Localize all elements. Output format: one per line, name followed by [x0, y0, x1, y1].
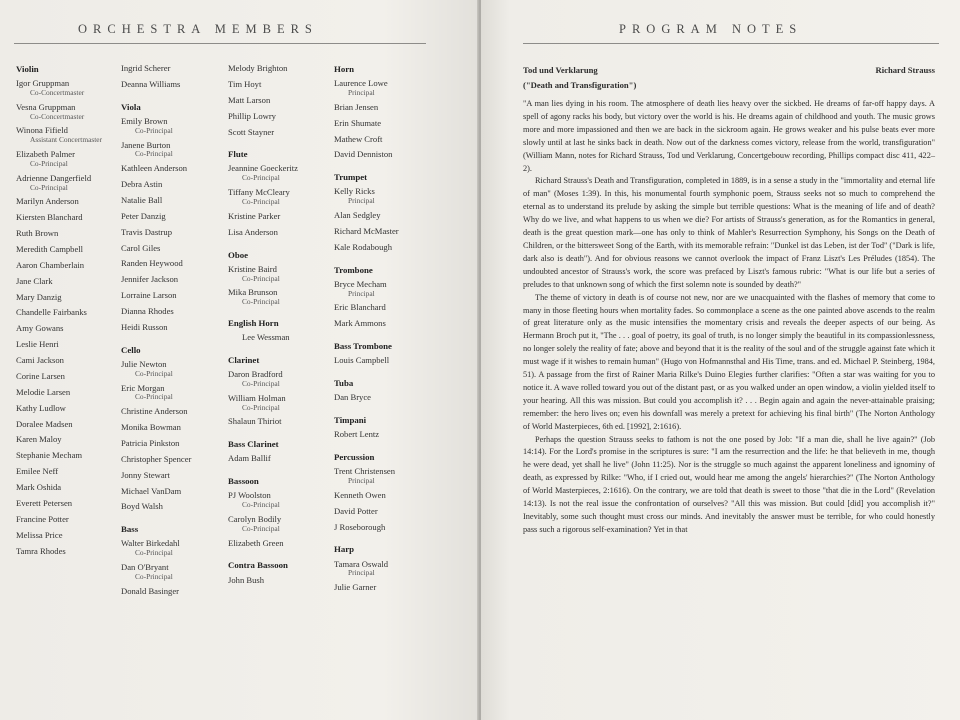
member-name: Melissa Price — [16, 529, 63, 540]
member-entry — [121, 80, 225, 90]
member-name: PJ Woolston — [228, 490, 271, 501]
member-entry — [228, 491, 330, 509]
member-name: Kristine Parker — [228, 210, 281, 221]
member-entry — [121, 117, 225, 135]
section-title: Bass Trombone — [334, 341, 392, 352]
member-name: Shalaun Thiriot — [228, 416, 282, 427]
member-entry — [121, 291, 225, 301]
member-entry — [334, 430, 434, 440]
member-name: Carolyn Bodily — [228, 513, 282, 524]
section-title: Bass Clarinet — [228, 439, 279, 450]
member-entry — [228, 265, 330, 283]
member-entry — [334, 491, 434, 501]
member-role: Principal — [348, 87, 375, 97]
member-name: Matt Larson — [228, 94, 271, 105]
member-entry — [16, 261, 116, 271]
member-entry — [16, 277, 116, 287]
member-entry — [16, 245, 116, 255]
member-entry — [228, 164, 330, 182]
member-name: Eric Blanchard — [334, 302, 386, 313]
member-name: David Potter — [334, 505, 378, 516]
member-entry — [121, 471, 225, 481]
member-role: Co-Principal — [242, 378, 280, 388]
member-name: Marilyn Anderson — [16, 196, 79, 207]
member-entry — [16, 213, 116, 223]
member-entry — [121, 384, 225, 402]
member-name: Jane Clark — [16, 275, 53, 286]
member-entry — [16, 420, 116, 430]
member-name: Karen Maloy — [16, 434, 62, 445]
member-role: Co-Principal — [135, 149, 173, 159]
member-role: Co-Principal — [30, 182, 68, 192]
section-title: Cello — [121, 344, 141, 355]
member-entry — [228, 417, 330, 427]
member-entry — [228, 128, 330, 138]
member-role: Co-Principal — [242, 197, 280, 206]
section-title: Flute — [228, 149, 248, 160]
member-name: Jeannine Goeckeritz — [228, 163, 298, 174]
member-entry — [121, 502, 225, 512]
member-entry — [121, 307, 225, 317]
member-name: Everett Petersen — [16, 497, 73, 508]
member-entry — [16, 531, 116, 541]
section-title: Percussion — [334, 452, 375, 463]
member-name: Adrienne Dangerfield — [16, 172, 92, 183]
member-name: Kathy Ludlow — [16, 402, 66, 413]
roster-column-4 — [334, 64, 434, 599]
member-entry — [334, 507, 434, 517]
member-name: Carol Giles — [121, 242, 161, 253]
notes-paragraph: "A man lies dying in his room. The atmosphere of death lies heavy over the sickbed. He dreams of far-off happy days. A spell of agony racks his body, but victory over the world is his. He dreams again of childhood and youth. The music grows more and more impassioned and then we are back in the sickroom again. He grows weaker and his pulse beats ever more slowly until at last he sinks back in death. Now out of the darkness comes victory, release from the world, transfiguration" (William Mann, notes for Richard Strauss, Tod und Verklarung, Concertgebouw recording, Phillips compact disc 411, 422–2). — [523, 99, 935, 173]
member-name: Dianna Rhodes — [121, 306, 174, 317]
member-name: Travis Dastrup — [121, 226, 173, 237]
member-entry — [228, 454, 330, 464]
member-name: Meredith Campbell — [16, 243, 84, 254]
member-name: Corine Larsen — [16, 370, 65, 381]
member-name: Donald Basinger — [121, 585, 179, 596]
notes-paragraph: Perhaps the question Strauss seeks to fathom is not the one posed by Job: "If a man die, shall he live again?" (Job 14:14). For the Lord's promise in the scriptures is sure: "I am the resurrection and the life: he that believeth in me, though he were dead, yet shall he live" (John 11:25). Nor is the struggle so much against the apparent loneliness and ignominy of death, as expressed by Rilke: "Who, if I cried out, would hear me among the angels' hierarchies?" (The Norton Anthology of World Masterpieces, 2:1616). On the contrary, we are told that death is sweet to those "that die in the Lord" (Revelation 14:13). Is not the real issue the confrontation of ourselves? "All this was mission. But could [did] you accomplish it?" Inevitably, some such thought must cross our minds. And inevitably the answer must be terrible, for who could honestly pass such a rigorous self-examination? Yet in that — [523, 434, 935, 534]
section-title: Horn — [334, 64, 355, 74]
member-entry — [121, 244, 225, 254]
member-entry — [228, 333, 330, 343]
section-title: Contra Bassoon — [228, 560, 288, 571]
member-entry — [228, 64, 330, 74]
member-name: Tim Hoyt — [228, 78, 262, 89]
member-entry — [228, 228, 330, 238]
member-entry — [334, 583, 434, 593]
member-name: Mary Danzig — [16, 291, 62, 302]
member-name: Trent Christensen — [334, 466, 396, 477]
member-name: Alan Sedgley — [334, 210, 381, 220]
member-entry — [16, 126, 116, 144]
member-entry — [334, 103, 434, 113]
member-entry — [334, 393, 434, 403]
member-entry — [228, 539, 330, 549]
member-entry — [334, 467, 434, 485]
member-role: Co-Principal — [135, 368, 173, 378]
member-entry — [121, 587, 225, 597]
member-name: Emily Brown — [121, 115, 168, 126]
member-name: Melodie Larsen — [16, 386, 71, 397]
program-notes-heading: PROGRAM NOTES — [619, 22, 803, 36]
member-entry — [121, 439, 225, 449]
member-role: Principal — [348, 288, 375, 298]
member-entry — [16, 308, 116, 318]
member-role: Co-Principal — [30, 158, 68, 168]
member-role: Principal — [348, 476, 375, 486]
member-role: Assistant Concertmaster — [30, 135, 103, 145]
member-name: Mathew Croft — [334, 133, 383, 144]
member-name: Adam Ballif — [228, 453, 271, 464]
member-role: Co-Principal — [242, 500, 280, 510]
member-name: Phillip Lowry — [228, 110, 276, 121]
member-name: Christopher Spencer — [121, 453, 192, 464]
member-name: Kathleen Anderson — [121, 163, 188, 174]
member-entry — [16, 388, 116, 398]
member-name: Elizabeth Green — [228, 537, 284, 548]
member-entry — [121, 180, 225, 190]
section-title: Oboe — [228, 249, 249, 260]
member-entry — [121, 563, 225, 581]
member-entry — [334, 135, 434, 145]
member-name: Walter Birkedahl — [121, 538, 180, 549]
section-title: Clarinet — [228, 354, 260, 365]
member-entry — [16, 229, 116, 239]
member-role: Co-Concertmaster — [30, 111, 85, 121]
member-name: Lee Wessman — [242, 332, 290, 343]
member-name: Janene Burton — [121, 139, 171, 150]
member-entry — [228, 370, 330, 388]
member-name: Igor Gruppman — [16, 78, 70, 89]
member-entry — [228, 112, 330, 122]
member-name: William Holman — [228, 392, 286, 403]
member-entry — [334, 280, 434, 298]
member-entry — [121, 64, 225, 74]
member-entry — [16, 79, 116, 97]
member-name: Scott Stayner — [228, 126, 275, 137]
member-entry — [16, 356, 116, 366]
member-entry — [16, 483, 116, 493]
member-name: J Roseborough — [334, 521, 386, 532]
member-name: Mika Brunson — [228, 287, 278, 298]
member-entry — [121, 539, 225, 557]
member-name: Louis Campbell — [334, 355, 390, 366]
composer-name: Richard Strauss — [875, 65, 935, 75]
member-entry — [16, 404, 116, 414]
member-entry — [16, 293, 116, 303]
member-entry — [228, 96, 330, 106]
member-name: John Bush — [228, 574, 265, 585]
member-name: Julie Garner — [334, 582, 377, 593]
member-name: Kristine Baird — [228, 263, 277, 274]
member-name: Aaron Chamberlain — [16, 259, 85, 270]
notes-header — [523, 64, 935, 98]
member-name: Kale Rodabough — [334, 241, 392, 252]
member-name: Jonny Stewart — [121, 469, 170, 480]
member-name: Vesna Gruppman — [16, 101, 76, 112]
member-entry — [334, 523, 434, 533]
member-name: Mark Oshida — [16, 482, 62, 493]
member-name: Boyd Walsh — [121, 501, 163, 512]
member-name: Dan O'Bryant — [121, 562, 169, 573]
member-name: Tiffany McCleary — [228, 187, 290, 198]
member-name: Daron Bradford — [228, 369, 283, 379]
member-entry — [228, 576, 330, 586]
member-name: Patricia Pinkston — [121, 437, 180, 448]
member-name: Dan Bryce — [334, 392, 371, 403]
member-name: Amy Gowans — [16, 323, 64, 334]
member-role: Co-Principal — [242, 297, 280, 307]
member-entry — [16, 324, 116, 334]
member-role: Co-Principal — [242, 523, 280, 533]
member-name: Kenneth Owen — [334, 489, 386, 500]
member-name: Doralee Madsen — [16, 418, 73, 429]
notes-paragraph: Richard Strauss's Death and Transfiguration, completed in 1889, is in a sense a study in the "immortality and eternal life of man" (Moses 1:39). In this, his monumental fourth symphonic poem, Strauss seeks not so much to comprehend the eternal as to understand its prelude by asking the simple but terrible questions: What is the meaning of life and of death? Why do we live, and what happens to us when we die? For artists of Strauss's generation, as for the Romantics in general, death is the great question mark—one has only to think of Mahler's Resurrection Symphony, his Songs on the Death of Children, or the bittersweet Song of the Earth, with its memorable refrain: "Dunkel ist das Leben, ist der Tod" ("Dark is life, dark also is death"). And for obvious reasons we cannot overlook the impact of Franz Liszt's Les Préludes (1854). The undoubted ancestor of Strauss's work, the score was prefaced by Liszt's famous rubric: "What is our life but a series of preludes to that unknown song of which the first solemn note is sounded by death?" — [523, 176, 935, 289]
member-entry — [121, 164, 225, 174]
section-title: Harp — [334, 544, 355, 555]
member-name: Julie Newton — [121, 358, 167, 369]
left-page — [0, 0, 479, 720]
member-entry — [334, 303, 434, 313]
roster-column-3 — [228, 64, 330, 591]
member-entry — [228, 515, 330, 533]
member-name: Christine Anderson — [121, 406, 188, 417]
member-name: Ruth Brown — [16, 228, 59, 239]
member-entry — [121, 360, 225, 378]
member-entry — [334, 356, 434, 366]
member-name: Bryce Mecham — [334, 278, 387, 289]
member-name: Francine Potter — [16, 513, 69, 524]
member-name: Robert Lentz — [334, 429, 380, 440]
member-name: Deanna Williams — [121, 78, 181, 89]
member-entry — [16, 547, 116, 557]
program-notes-body — [523, 64, 935, 537]
member-name: David Denniston — [334, 149, 393, 160]
member-name: Heidi Russon — [121, 321, 168, 332]
member-name: Jennifer Jackson — [121, 274, 179, 285]
member-entry — [334, 187, 434, 205]
member-entry — [16, 174, 116, 192]
member-entry — [16, 340, 116, 350]
member-entry — [121, 259, 225, 269]
member-entry — [334, 319, 434, 329]
member-entry — [121, 212, 225, 222]
section-title: Trumpet — [334, 172, 368, 183]
section-title: English Horn — [228, 317, 279, 328]
section-title: Tuba — [334, 378, 354, 389]
roster-column-1 — [16, 64, 116, 562]
member-entry — [16, 103, 116, 121]
member-role: Co-Principal — [135, 392, 173, 402]
member-entry — [16, 372, 116, 382]
member-name: Laurence Lowe — [334, 78, 388, 89]
member-entry — [121, 141, 225, 159]
notes-paragraph: The theme of victory in death is of course not new, nor are we unacquainted with the flashes of memory that come to many in those fleeting hours when mortality fades. So commonplace a scene as the one painted above ascends to the realm of great literature only as the music intensifies the momentary crisis and reveals the deeper aspects of our being. As Hermann Broch put it, "The . . . goal of poetry, its goal of truth, is no longer simply the beautiful in its compassionlessness, no longer solely the reality of fate; above and beyond that it is the reality of the soul and of the struggle against fate which it must wage if it wishes to remain human" (Hugo von Hofmannsthal and His Time, trans. and ed. Michael P. Steinberg, 1984, 51). A passage from the first of Rainer Maria Rilke's Duino Elegies further clarifies: "Often a star was waiting for you to notice it. A wave rolled toward you out of the distant past, or as you walked under an open window, a violin yielded itself to your hearing. All this was mission. But could you accomplish it? . . . Begin again and again the never-attainable praising; remember: the hero lives on; even his downfall was merely a pretext for achieving his final birth" (The Norton Anthology of World Masterpieces, 6th ed. [1992], 2:1616). — [523, 292, 935, 431]
orchestra-members-heading: ORCHESTRA MEMBERS — [78, 22, 318, 36]
member-name: Randen Heywood — [121, 258, 183, 269]
member-entry — [334, 227, 434, 237]
piece-title: Tod und Verklarung — [523, 65, 598, 75]
member-role: Co-Principal — [135, 548, 173, 558]
member-role: Principal — [348, 196, 375, 206]
member-entry — [228, 80, 330, 90]
member-role: Co-Principal — [135, 125, 173, 135]
member-name: Stephanie Mecham — [16, 450, 83, 461]
member-name: Kelly Ricks — [334, 186, 375, 197]
piece-subtitle: ("Death and Transfiguration") — [523, 79, 637, 90]
member-entry — [16, 467, 116, 477]
section-title: Timpani — [334, 415, 367, 426]
member-entry — [228, 188, 330, 206]
member-role: Co-Principal — [242, 173, 280, 183]
right-page — [481, 0, 960, 720]
member-role: Co-Principal — [242, 402, 280, 412]
member-name: Eric Morgan — [121, 382, 165, 393]
member-name: Melody Brighton — [228, 63, 288, 73]
member-name: Lorraine Larson — [121, 290, 177, 301]
member-entry — [334, 560, 434, 578]
member-name: Michael VanDam — [121, 485, 182, 496]
member-entry — [16, 435, 116, 445]
member-entry — [334, 243, 434, 253]
member-name: Emilee Neff — [16, 466, 59, 477]
member-entry — [334, 79, 434, 97]
section-title: Violin — [16, 64, 39, 74]
member-name: Richard McMaster — [334, 225, 399, 236]
member-entry — [121, 196, 225, 206]
heading-rule — [14, 43, 426, 44]
heading-rule — [523, 43, 939, 44]
member-name: Monika Bowman — [121, 422, 181, 433]
member-name: Elizabeth Palmer — [16, 149, 75, 160]
member-name: Tamara Oswald — [334, 558, 389, 569]
member-entry — [228, 288, 330, 306]
member-entry — [228, 212, 330, 222]
member-name: Brian Jensen — [334, 101, 379, 112]
member-entry — [121, 275, 225, 285]
member-entry — [121, 423, 225, 433]
member-entry — [121, 487, 225, 497]
member-role: Co-Principal — [242, 273, 280, 283]
member-role: Co-Concertmaster — [30, 87, 85, 97]
member-name: Kiersten Blanchard — [16, 212, 83, 223]
member-role: Co-Principal — [135, 571, 173, 581]
member-name: Winona Fifield — [16, 125, 68, 136]
member-name: Lisa Anderson — [228, 226, 278, 237]
member-role: Principal — [348, 568, 375, 578]
member-entry — [16, 451, 116, 461]
member-entry — [121, 228, 225, 238]
member-entry — [121, 455, 225, 465]
member-name: Mark Ammons — [334, 318, 386, 329]
member-name: Peter Danzig — [121, 210, 166, 221]
member-entry — [334, 150, 434, 160]
member-name: Debra Astin — [121, 179, 163, 190]
member-name: Ingrid Scherer — [121, 63, 171, 73]
member-name: Chandelle Fairbanks — [16, 307, 87, 318]
member-entry — [16, 197, 116, 207]
member-entry — [334, 119, 434, 129]
member-name: Cami Jackson — [16, 355, 64, 366]
member-entry — [16, 499, 116, 509]
member-entry — [228, 394, 330, 412]
member-entry — [121, 323, 225, 333]
member-name: Natalie Ball — [121, 194, 163, 205]
section-title: Trombone — [334, 264, 373, 275]
member-entry — [121, 407, 225, 417]
roster-column-2 — [121, 64, 225, 603]
member-entry — [16, 150, 116, 168]
member-name: Leslie Henri — [16, 339, 59, 350]
member-entry — [334, 211, 434, 221]
section-title: Bassoon — [228, 476, 259, 487]
member-name: Tamra Rhodes — [16, 545, 66, 556]
section-title: Viola — [121, 101, 141, 112]
member-name: Erin Shumate — [334, 117, 382, 128]
member-entry — [16, 515, 116, 525]
section-title: Bass — [121, 524, 139, 535]
